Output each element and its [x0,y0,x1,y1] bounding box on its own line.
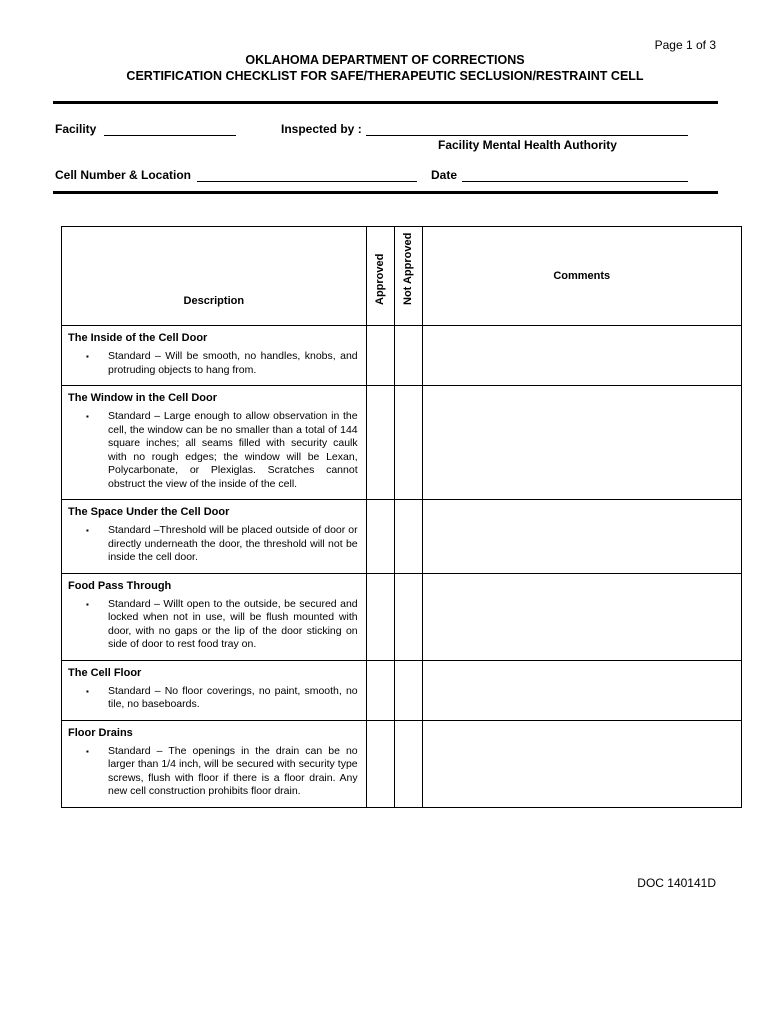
comments-cell[interactable] [422,500,742,574]
item-standard: Standard – Willt open to the outside, be secured and locked when not in use, will be flush mounted with door, with no gaps or the lip of the door sticking on side of door to rest food tray on. [108,597,358,650]
date-label: Date [431,168,458,182]
not-approved-cell[interactable] [394,660,422,720]
bullet-icon: ▪ [86,746,89,756]
not-approved-cell[interactable] [394,500,422,574]
date-field[interactable] [462,181,688,182]
inspected-by-label: Inspected by : [281,122,362,136]
approved-cell[interactable] [366,500,394,574]
comments-cell[interactable] [422,386,742,500]
page-number: Page 1 of 3 [654,38,716,52]
item-description [62,500,367,574]
table-row [62,386,742,500]
comments-cell[interactable] [422,720,742,807]
bullet-icon: ▪ [86,599,89,609]
item-title: The Space Under the Cell Door [68,506,230,518]
department-title: OKLAHOMA DEPARTMENT OF CORRECTIONS [245,53,525,67]
table-row [62,500,742,574]
table-row [62,573,742,660]
facility-field[interactable] [104,135,236,136]
bullet-icon: ▪ [86,412,89,421]
item-standard: Standard – No floor coverings, no paint, smooth, no tile, no baseboards. [108,684,358,710]
table-header-row [62,227,742,326]
approved-header-label: Approved [374,253,387,305]
approved-cell[interactable] [366,386,394,500]
item-standard: Standard –Threshold will be placed outside of door or directly underneath the door, the threshold will not be inside the cell door. [108,524,358,563]
document-number: DOC 140141D [637,876,716,890]
table-row [62,326,742,386]
item-title: The Inside of the Cell Door [68,332,208,344]
not-approved-header-label: Not Approved [402,232,415,305]
bullet-icon: ▪ [86,686,89,696]
facility-label: Facility [55,122,97,136]
not-approved-cell[interactable] [394,326,422,386]
table-row [62,660,742,720]
item-title: Food Pass Through [68,579,172,592]
inspected-by-field[interactable] [366,135,688,136]
table-row [62,720,742,807]
item-description [62,660,367,720]
checklist-title: CERTIFICATION CHECKLIST FOR SAFE/THERAPEUTIC SECLUSION/RESTRAINT CELL [126,69,644,83]
approved-cell[interactable] [366,326,394,386]
not-approved-cell[interactable] [394,386,422,500]
comments-header: Comments [422,227,742,326]
checklist-table [61,226,742,808]
header-top-rule [53,101,718,104]
item-standard: Standard – Large enough to allow observation in the cell, the window can be no smaller than a total of 144 square inches; all seams filled with security caulk with no rough edges; the window will be Lexan, Polycarbonate, or Plexiglas. Scratches cannot obstruct the view of the inside of the cell. [108,410,358,490]
comments-cell[interactable] [422,660,742,720]
comments-cell[interactable] [422,573,742,660]
item-title: The Window in the Cell Door [68,392,218,404]
bullet-icon: ▪ [86,526,89,535]
not-approved-header [394,227,422,326]
not-approved-cell[interactable] [394,720,422,807]
item-title: The Cell Floor [68,666,142,679]
description-header: Description [62,227,367,326]
item-description [62,720,367,807]
approved-cell[interactable] [366,573,394,660]
item-title: Floor Drains [68,726,133,739]
not-approved-cell[interactable] [394,573,422,660]
item-standard: Standard – The openings in the drain can be no larger than 1/4 inch, will be secured with security type screws, flush with floor if there is a floor drain. Any new cell construction prohibits floor drain. [108,744,358,797]
item-description [62,326,367,386]
approved-cell[interactable] [366,720,394,807]
item-standard: Standard – Will be smooth, no handles, knobs, and protruding objects to hang from. [108,350,358,376]
approved-header [366,227,394,326]
cell-number-label: Cell Number & Location [55,168,192,182]
authority-label: Facility Mental Health Authority [438,138,617,152]
approved-cell[interactable] [366,660,394,720]
cell-number-field[interactable] [197,181,417,182]
bullet-icon: ▪ [86,352,89,361]
item-description [62,573,367,660]
comments-cell[interactable] [422,326,742,386]
header-bottom-rule [53,191,718,194]
item-description [62,386,367,500]
